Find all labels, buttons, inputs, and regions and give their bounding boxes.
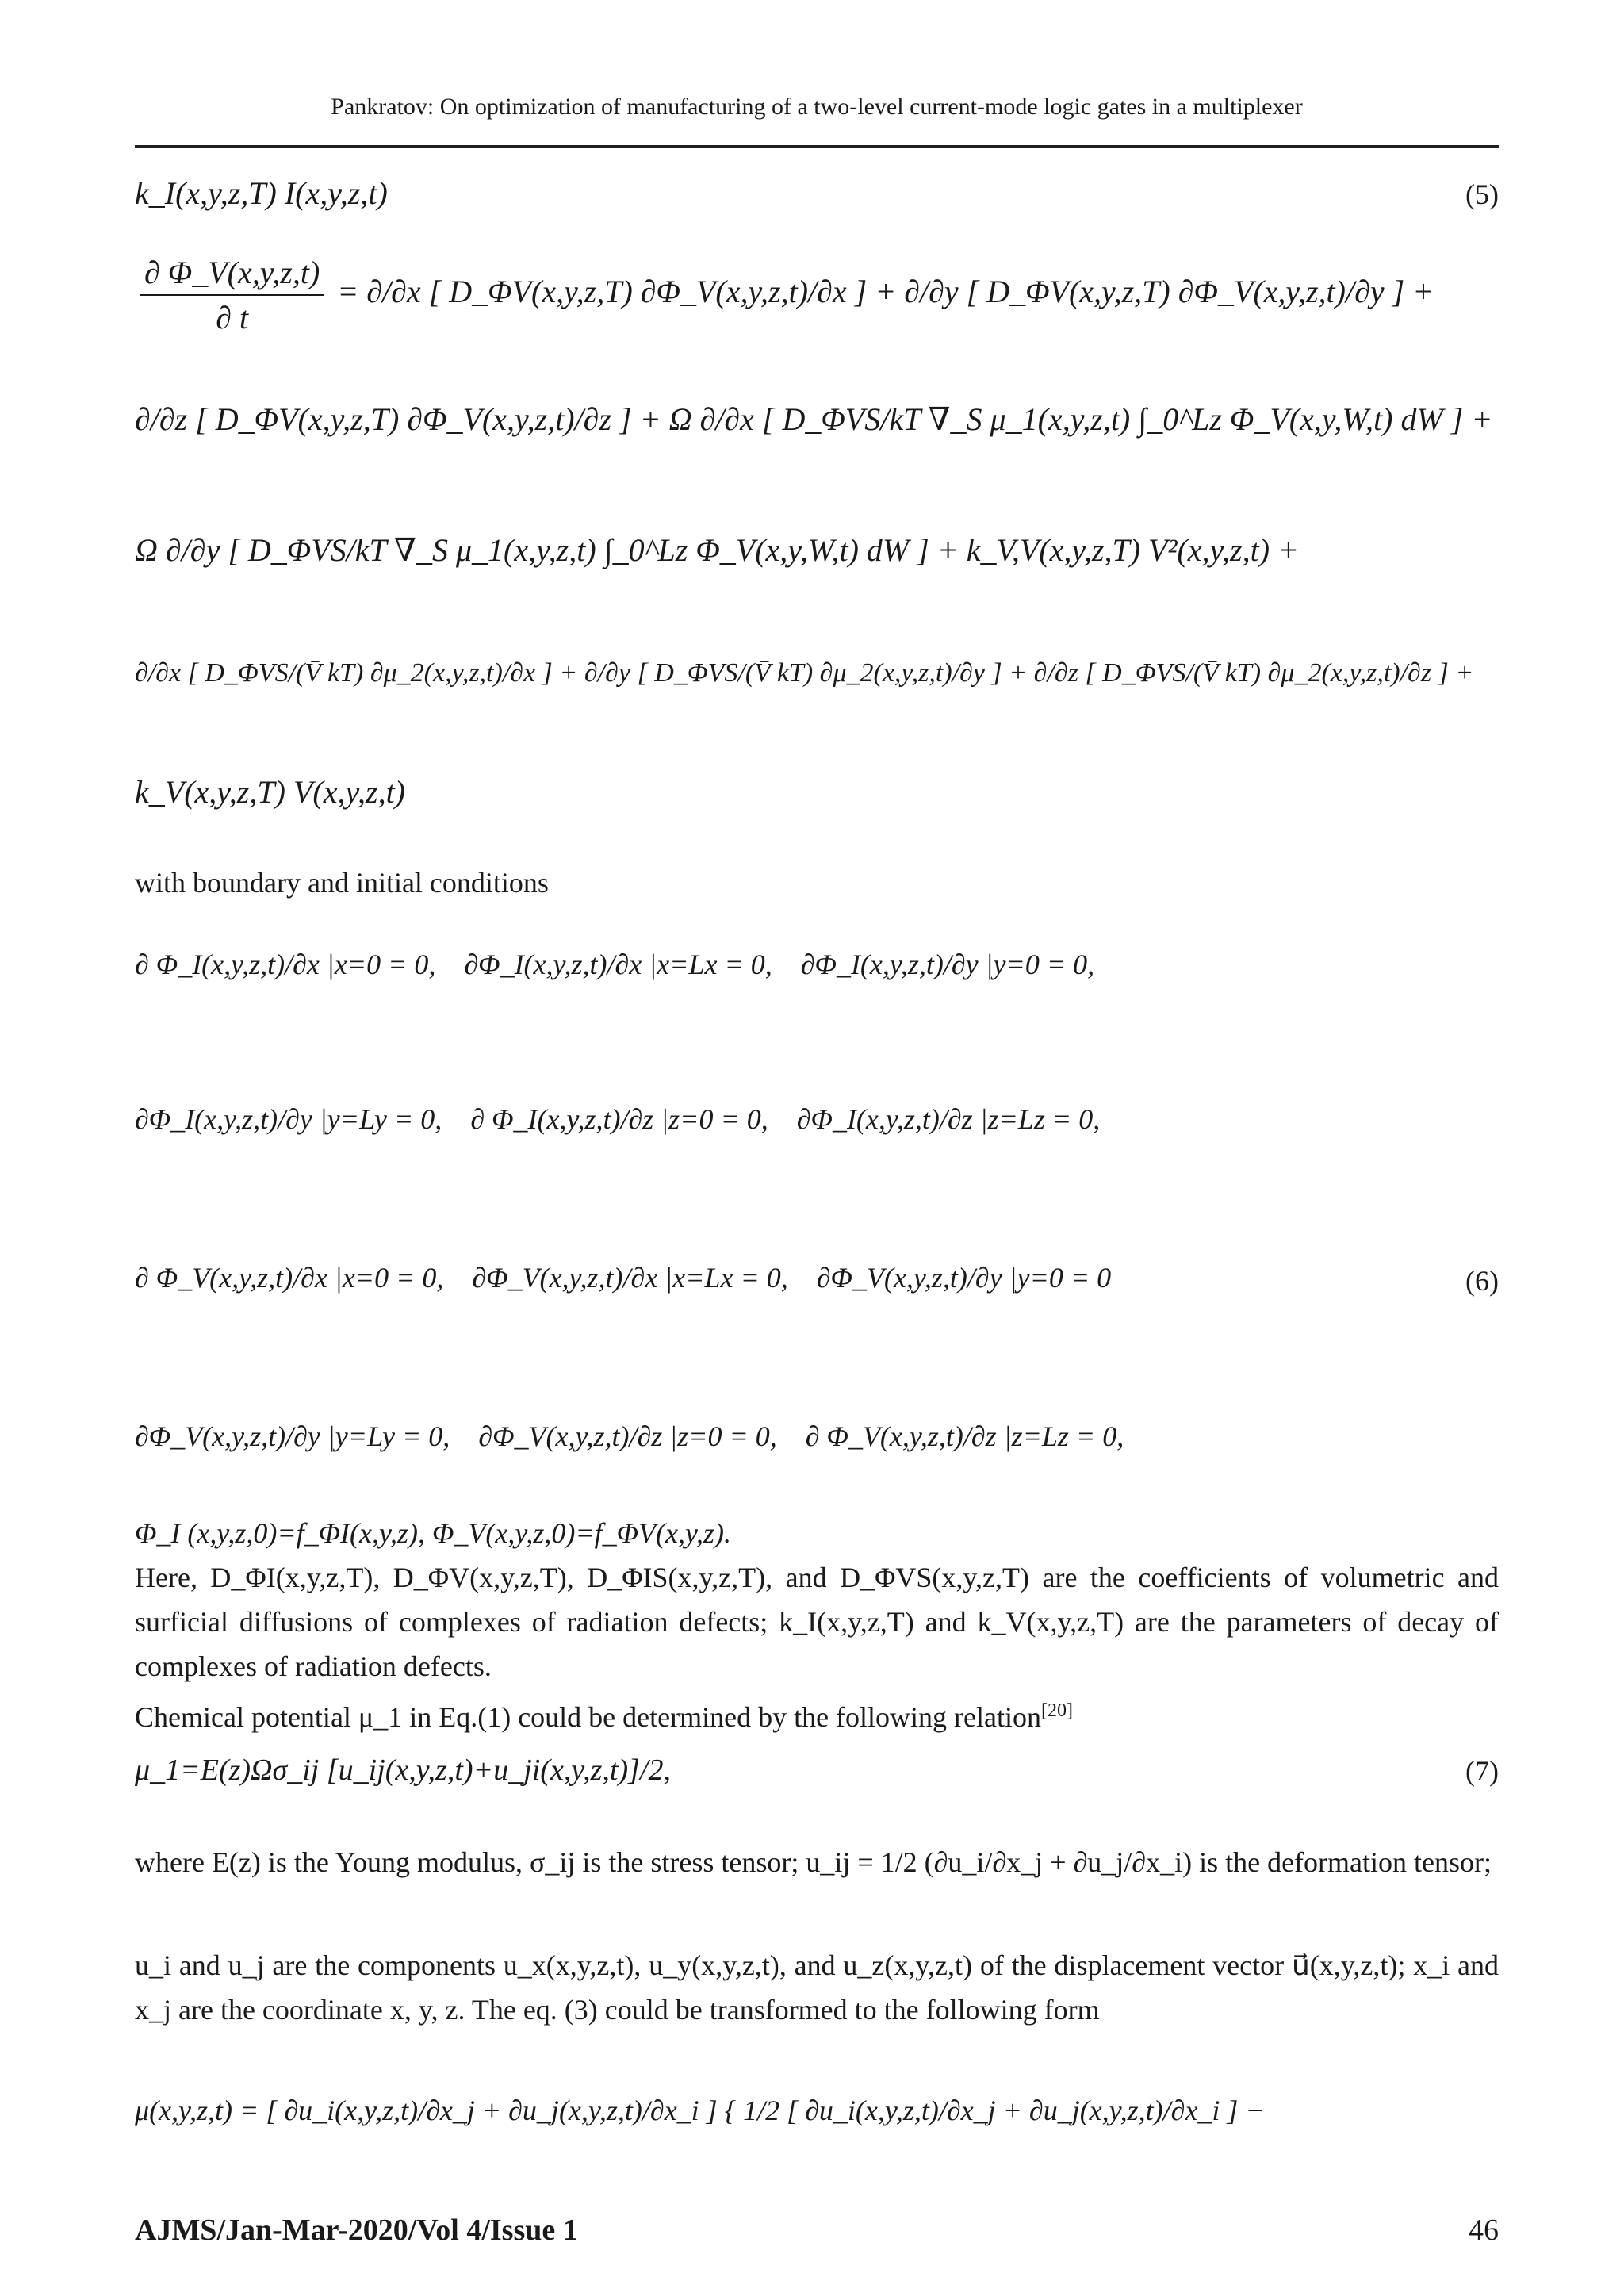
eq6-row2-c: ∂Φ_I(x,y,z,t)/∂z |z=Lz = 0, (796, 1103, 1101, 1135)
eq5-line1 (135, 174, 388, 212)
paragraph-coefficients: Here, D_ΦI(x,y,z,T), D_ΦV(x,y,z,T), D_ΦIS(x,y,z,T), and D_ΦVS(x,y,z,T) are the coefficients of volumetric and surficial diffusions of complexes of radiation defects; k_I(x,y,z,T) and k_V(x,y,z,T) are the parameters of decay of complexes of radiation defects. (135, 1562, 1499, 1682)
eq5-line2 (135, 254, 1434, 336)
paragraph-chemical-potential-text: Chemical potential μ_1 in Eq.(1) could be determined by the following relation (135, 1701, 1041, 1733)
eq6-row1-c: ∂Φ_I(x,y,z,t)/∂y |y=0 = 0, (800, 949, 1095, 980)
eq5-lhs-num: ∂ Φ_V(x,y,z,t) (140, 254, 324, 296)
eq6-row4-b: ∂Φ_V(x,y,z,t)/∂z |z=0 = 0, (478, 1420, 777, 1452)
eq6-row2-b: ∂ Φ_I(x,y,z,t)/∂z |z=0 = 0, (470, 1103, 768, 1135)
eq5-line6: k_V(x,y,z,T) V(x,y,z,t) (135, 774, 405, 810)
eq6-row1-b: ∂Φ_I(x,y,z,t)/∂x |x=Lx = 0, (464, 949, 772, 980)
eq7-number: (7) (1465, 1755, 1499, 1787)
eq5-lhs-fraction (140, 254, 324, 336)
initial-conditions: Φ_I (x,y,z,0)=f_ΦI(x,y,z), Φ_V(x,y,z,0)=f_ΦV(x,y,z). (135, 1517, 731, 1549)
eq6-number: (6) (1465, 1265, 1499, 1297)
eq5-line2-rhs: = ∂/∂x [ D_ΦV(x,y,z,T) ∂Φ_V(x,y,z,t)/∂x ] + ∂/∂y [ D_ΦV(x,y,z,T) ∂Φ_V(x,y,z,t)/∂y ] + (337, 274, 1434, 310)
eq5-lhs-den: ∂ t (216, 300, 249, 335)
eq6-row1 (135, 948, 1094, 981)
footer-page-number: 46 (1469, 2214, 1499, 2247)
eq5-number: (5) (1465, 178, 1499, 210)
header-rule (135, 145, 1499, 148)
running-header: Pankratov: On optimization of manufacturing of a two-level current-mode logic gates in a multiplexer (331, 94, 1303, 120)
paragraph-young-modulus: where E(z) is the Young modulus, σ_ij is the stress tensor; u_ij = 1/2 (∂u_i/∂x_j + ∂u_j/∂x_i) is the deformation tensor; (135, 1846, 1492, 1878)
eq6-row3-b: ∂Φ_V(x,y,z,t)/∂x |x=Lx = 0, (472, 1262, 788, 1294)
eq6-row3 (135, 1261, 1111, 1294)
citation-ref: [20] (1041, 1700, 1073, 1721)
eq8: μ(x,y,z,t) = [ ∂u_i(x,y,z,t)/∂x_j + ∂u_j(x,y,z,t)/∂x_i ] { 1/2 [ ∂u_i(x,y,z,t)/∂x_j + ∂u_j(x,y,z,t)/∂x_i ] − (135, 2095, 1265, 2126)
eq7: μ_1=E(z)Ωσ_ij [u_ij(x,y,z,t)+u_ji(x,y,z,t)]/2, (135, 1754, 671, 1787)
eq6-row1-a: ∂ Φ_I(x,y,z,t)/∂x |x=0 = 0, (135, 949, 436, 980)
paragraph-chemical-potential (135, 1688, 1499, 1739)
eq6-row4 (135, 1420, 1124, 1453)
eq6-row2-a: ∂Φ_I(x,y,z,t)/∂y |y=Ly = 0, (135, 1103, 442, 1135)
eq6-row3-a: ∂ Φ_V(x,y,z,t)/∂x |x=0 = 0, (135, 1262, 444, 1294)
footer-journal: AJMS/Jan-Mar-2020/Vol 4/Issue 1 (135, 2214, 578, 2247)
boundary-intro: with boundary and initial conditions (135, 867, 549, 899)
paragraph-displacement: u_i and u_j are the components u_x(x,y,z,t), u_y(x,y,z,t), and u_z(x,y,z,t) of the displacement vector u⃗(x,y,z,t); x_i and x_j are the coordinate x, y, z. The eq. (3) could be transformed to the following form (135, 1949, 1499, 2026)
eq5-line1-text: k_I(x,y,z,T) I(x,y,z,t) (135, 175, 388, 211)
eq6-row4-a: ∂Φ_V(x,y,z,t)/∂y |y=Ly = 0, (135, 1420, 450, 1452)
eq6-row3-c: ∂Φ_V(x,y,z,t)/∂y |y=0 = 0 (816, 1262, 1112, 1294)
eq6-row4-c: ∂ Φ_V(x,y,z,t)/∂z |z=Lz = 0, (805, 1420, 1124, 1452)
eq5-line4: Ω ∂/∂y [ D_ΦVS/kT ∇_S μ_1(x,y,z,t) ∫_0^Lz Φ_V(x,y,W,t) dW ] + k_V,V(x,y,z,T) V²(x,y,z,t) + (135, 532, 1300, 568)
eq6-row2 (135, 1102, 1100, 1136)
eq5-line5: ∂/∂x [ D_ΦVS/(V̄ kT) ∂μ_2(x,y,z,t)/∂x ] + ∂/∂y [ D_ΦVS/(V̄ kT) ∂μ_2(x,y,z,t)/∂y ] + ∂/∂z [ D_ΦVS/(V̄ kT) ∂μ_2(x,y,z,t)/∂z ] + (135, 658, 1474, 688)
eq5-line3: ∂/∂z [ D_ΦV(x,y,z,T) ∂Φ_V(x,y,z,t)/∂z ] + Ω ∂/∂x [ D_ΦVS/kT ∇_S μ_1(x,y,z,t) ∫_0^Lz Φ_V(x,y,W,t) dW ] + (135, 401, 1493, 437)
